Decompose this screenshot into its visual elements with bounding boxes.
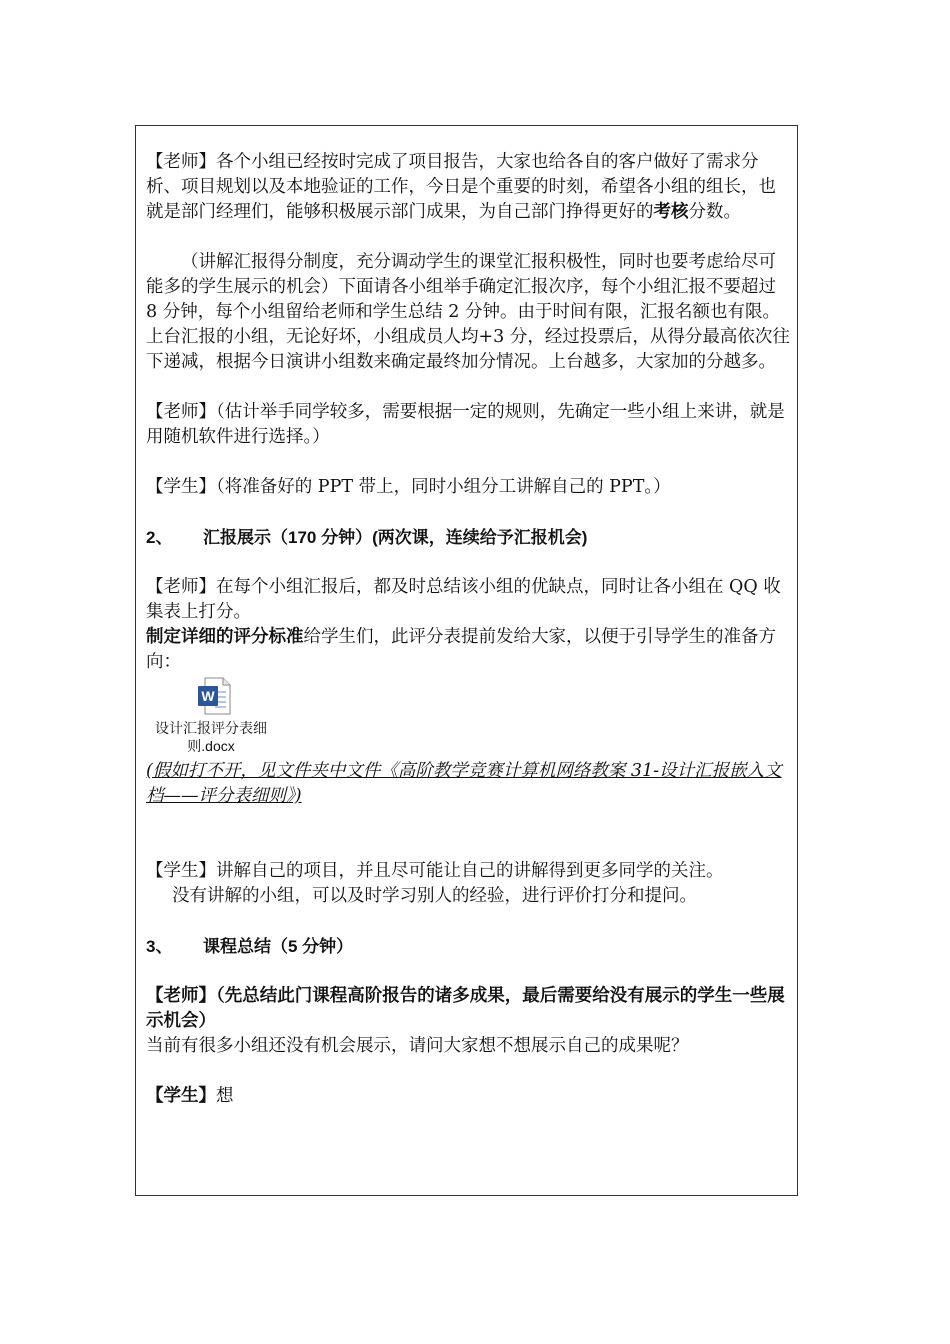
attachment-filename: 设计汇报评分表细则.docx: [155, 720, 267, 754]
speaker-label: 【老师】: [146, 402, 216, 422]
bold-term: 考核: [653, 202, 689, 222]
file-fallback-note: (假如打不开，见文件夹中文件《高阶教学竞赛计算机网络教案 31-设计汇报嵌入文档——评分表细则》): [146, 761, 782, 806]
bold-term: 制定详细的评分标准: [146, 627, 304, 647]
teacher-paragraph-1: 【老师】各个小组已经按时完成了项目报告，大家也给各自的客户做好了需求分析、项目规划以及本地验证的工作，今日是个重要的时刻，希望各小组的组长，也就是部门经理们，能够积极展示部门成果，为自己部门挣得更好的考核分数。: [146, 152, 776, 222]
student-paragraph-2: 【学生】讲解自己的项目，并且尽可能让自己的讲解得到更多同学的关注。: [146, 861, 724, 881]
speaker-label: 【老师】: [146, 152, 216, 172]
speaker-label: 【学生】: [146, 1086, 216, 1106]
teacher-paragraph-3: 【老师】在每个小组汇报后，都及时总结该小组的优缺点，同时让各小组在 QQ 收集表上打分。: [146, 577, 781, 622]
section-heading-2: 2、 汇报展示（170 分钟）(两次课，连续给予汇报机会): [146, 528, 588, 547]
student-paragraph-3: 没有讲解的小组，可以及时学习别人的经验，进行评价打分和提问。: [172, 886, 697, 906]
speaker-label: 【学生】: [146, 861, 216, 881]
teacher-paragraph-2: 【老师】（估计举手同学较多，需要根据一定的规则，先确定一些小组上来讲，就是用随机软件进行选择。）: [146, 402, 785, 447]
student-paragraph-1: 【学生】（将准备好的 PPT 带上，同时小组分工讲解自己的 PPT。）: [146, 477, 671, 497]
teacher-paragraph-4: 【老师】（先总结此门课程高阶报告的诸多成果，最后需要给没有展示的学生一些展示机会）: [146, 986, 785, 1031]
word-document-icon: [197, 677, 231, 715]
document-table-cell: [135, 125, 798, 1196]
speaker-label: 【老师】: [146, 577, 216, 597]
scoring-standard-paragraph: 制定详细的评分标准给学生们，此评分表提前发给大家，以便于引导学生的准备方向：: [146, 627, 776, 672]
lesson-content: [146, 150, 790, 1109]
speaker-label: 【老师】: [146, 986, 216, 1006]
svg-text:W: W: [201, 688, 215, 704]
teacher-question: 当前有很多小组还没有机会展示，请问大家想不想展示自己的成果呢？: [146, 1036, 689, 1056]
scoring-explanation: （讲解汇报得分制度，充分调动学生的课堂汇报积极性，同时也要考虑给尽可能多的学生展示的机会）下面请各小组举手确定汇报次序，每个小组汇报不要超过 8 分钟，每个小组留给老师和学生总结 2 分钟。由于时间有限，汇报名额也有限。上台汇报的小组，无论好坏，小组成员人均+3 分，经过投票后，从得分最高依次往下递减，根据今日演讲小组数来确定最终加分情况。上台越多，大家加的分越多。: [146, 252, 790, 372]
embedded-file-attachment[interactable]: [146, 677, 276, 755]
speaker-label: 【学生】: [146, 477, 216, 497]
section-heading-3: 3、 课程总结（5 分钟）: [146, 937, 354, 956]
student-paragraph-4: 【学生】想: [146, 1086, 234, 1106]
